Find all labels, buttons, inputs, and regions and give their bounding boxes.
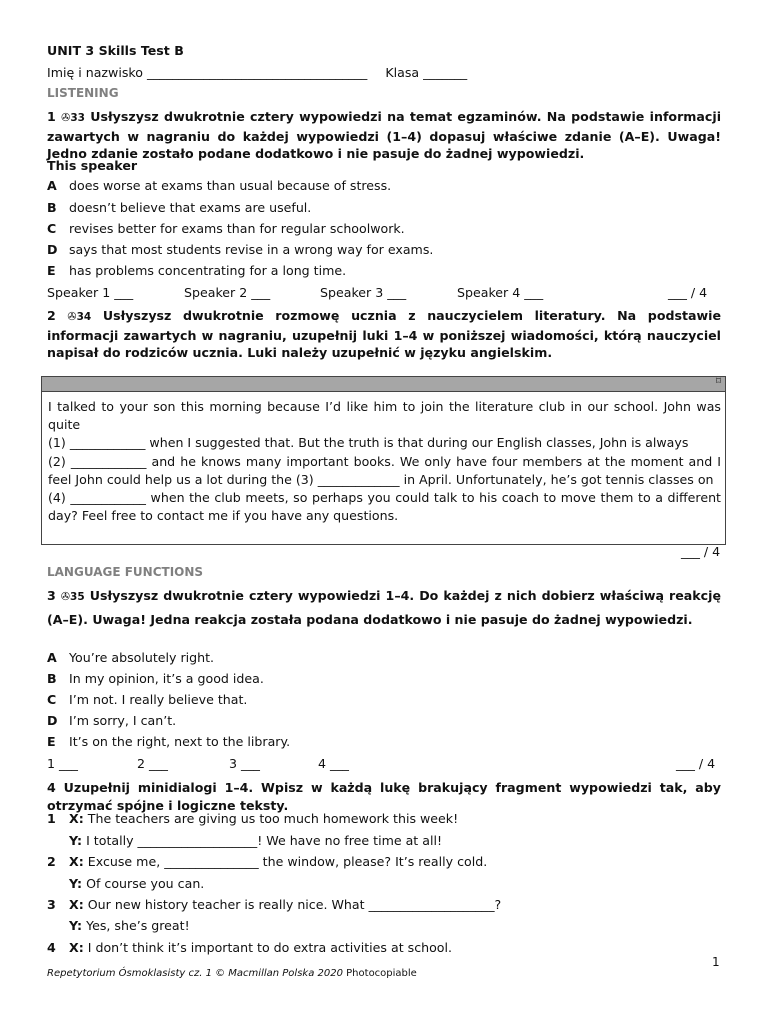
option-d: D I’m sorry, I can’t. bbox=[47, 713, 177, 728]
option-c: C I’m not. I really believe that. bbox=[47, 692, 248, 707]
cd-icon: ✇33 bbox=[61, 111, 85, 124]
resize-icon[interactable]: ⌑ bbox=[715, 376, 721, 387]
footer-photocopiable: Photocopiable bbox=[346, 968, 417, 979]
task1-score: ___ / 4 bbox=[668, 285, 708, 300]
track-number: 35 bbox=[70, 591, 85, 603]
answer-speaker-1[interactable]: Speaker 1 ___ bbox=[47, 285, 134, 300]
track-number: 33 bbox=[70, 112, 85, 124]
message-box bbox=[41, 376, 726, 545]
dialogue-1-x: 1 X: The teachers are giving us too much homework this week! bbox=[47, 811, 459, 826]
task2-instruction: 2 ✇34 Usłyszysz dwukrotnie rozmowę ucznia z nauczycielem literatury. Na podstawie informacji zawartych w nagraniu, uzupełnij luki 1–4 w poniższej wiadomości, którą nauczyciel napisał do rodziców ucznia. Luki należy uzupełnić w języku angielskim. bbox=[47, 308, 721, 360]
answer-4[interactable]: 4 ___ bbox=[318, 756, 349, 771]
dialogue-3-y: Y: Yes, she’s great! bbox=[69, 918, 190, 933]
name-field: Imię i nazwisko ___________________________________ bbox=[47, 65, 368, 80]
dialogue-3-x: 3 X: Our new history teacher is really nice. What ____________________? bbox=[47, 897, 502, 912]
option-a: A You’re absolutely right. bbox=[47, 650, 215, 665]
task1-lead: This speaker bbox=[47, 158, 138, 173]
message-line: (2) ____________ and he knows many important books. We only have four members at the moment and I feel John could help us a lot during the (3) _____________ in April. Unfortunately, he’s got tennis classes on bbox=[48, 453, 721, 487]
task1-instruction: 1 ✇33 Usłyszysz dwukrotnie cztery wypowiedzi na temat egzaminów. Na podstawie informacji zawartych w nagraniu do każdej wypowiedzi (1–4) dopasuj właściwe zdanie (A–E). Uwaga! Jedno zdanie zostało podane dodatkowo i nie pasuje do żadnej wypowiedzi. bbox=[47, 109, 722, 161]
track-number: 34 bbox=[76, 311, 92, 323]
option-b: B In my opinion, it’s a good idea. bbox=[47, 671, 264, 686]
cd-icon: ✇34 bbox=[67, 310, 92, 323]
message-box-titlebar bbox=[42, 377, 725, 392]
answer-2[interactable]: 2 ___ bbox=[137, 756, 168, 771]
answer-1[interactable]: 1 ___ bbox=[47, 756, 78, 771]
section-heading-language-functions: LANGUAGE FUNCTIONS bbox=[47, 565, 204, 579]
section-heading-listening: LISTENING bbox=[47, 86, 119, 100]
dialogue-2-y: Y: Of course you can. bbox=[69, 876, 205, 891]
dialogue-2-x: 2 X: Excuse me, _______________ the window, please? It’s really cold. bbox=[47, 854, 488, 869]
answer-3[interactable]: 3 ___ bbox=[229, 756, 260, 771]
answer-speaker-4[interactable]: Speaker 4 ___ bbox=[457, 285, 544, 300]
message-line: I talked to your son this morning because I’d like him to join the literature club in our school. John was quite bbox=[48, 399, 721, 433]
task4-instruction: 4 Uzupełnij minidialogi 1–4. Wpisz w każdą lukę brakujący fragment wypowiedzi tak, aby otrzymać spójne i logiczne teksty. bbox=[47, 780, 721, 813]
answer-speaker-3[interactable]: Speaker 3 ___ bbox=[320, 285, 407, 300]
task3-score: ___ / 4 bbox=[676, 756, 716, 771]
class-field: Klasa _______ bbox=[385, 65, 468, 80]
option-c: C revises better for exams than for regular schoolwork. bbox=[47, 221, 405, 236]
page-number: 1 bbox=[712, 955, 720, 969]
cd-icon: ✇35 bbox=[60, 590, 85, 603]
answer-speaker-2[interactable]: Speaker 2 ___ bbox=[184, 285, 271, 300]
message-line: (4) ____________ when the club meets, so perhaps you could talk to his coach to move them to a different day? Feel free to contact me if you have any questions. bbox=[48, 490, 721, 524]
footer-copyright: Repetytorium Ósmoklasisty cz. 1 © Macmillan Polska 2020 bbox=[47, 968, 343, 979]
option-e: E has problems concentrating for a long time. bbox=[47, 263, 347, 278]
option-e: E It’s on the right, next to the library. bbox=[47, 734, 291, 749]
name-class-line bbox=[47, 64, 721, 82]
option-a: A does worse at exams than usual because of stress. bbox=[47, 178, 392, 193]
option-b: B doesn’t believe that exams are useful. bbox=[47, 200, 312, 215]
task3-instruction: 3 ✇35 Usłyszysz dwukrotnie cztery wypowiedzi 1–4. Do każdej z nich dobierz właściwą reakcję (A–E). Uwaga! Jedna reakcja została podana dodatkowo i nie pasuje do żadnej wypowiedzi. bbox=[47, 588, 721, 627]
dialogue-4-x: 4 X: I don’t think it’s important to do extra activities at school. bbox=[47, 940, 453, 955]
task2-score: ___ / 4 bbox=[681, 544, 721, 559]
message-line: (1) ____________ when I suggested that. But the truth is that during our English classes, John is always bbox=[48, 435, 689, 451]
dialogue-1-y: Y: I totally ___________________! We have no free time at all! bbox=[69, 833, 443, 848]
message-text bbox=[48, 398, 721, 525]
page-title: UNIT 3 Skills Test B bbox=[47, 43, 184, 58]
option-d: D says that most students revise in a wrong way for exams. bbox=[47, 242, 434, 257]
footer bbox=[47, 968, 417, 979]
